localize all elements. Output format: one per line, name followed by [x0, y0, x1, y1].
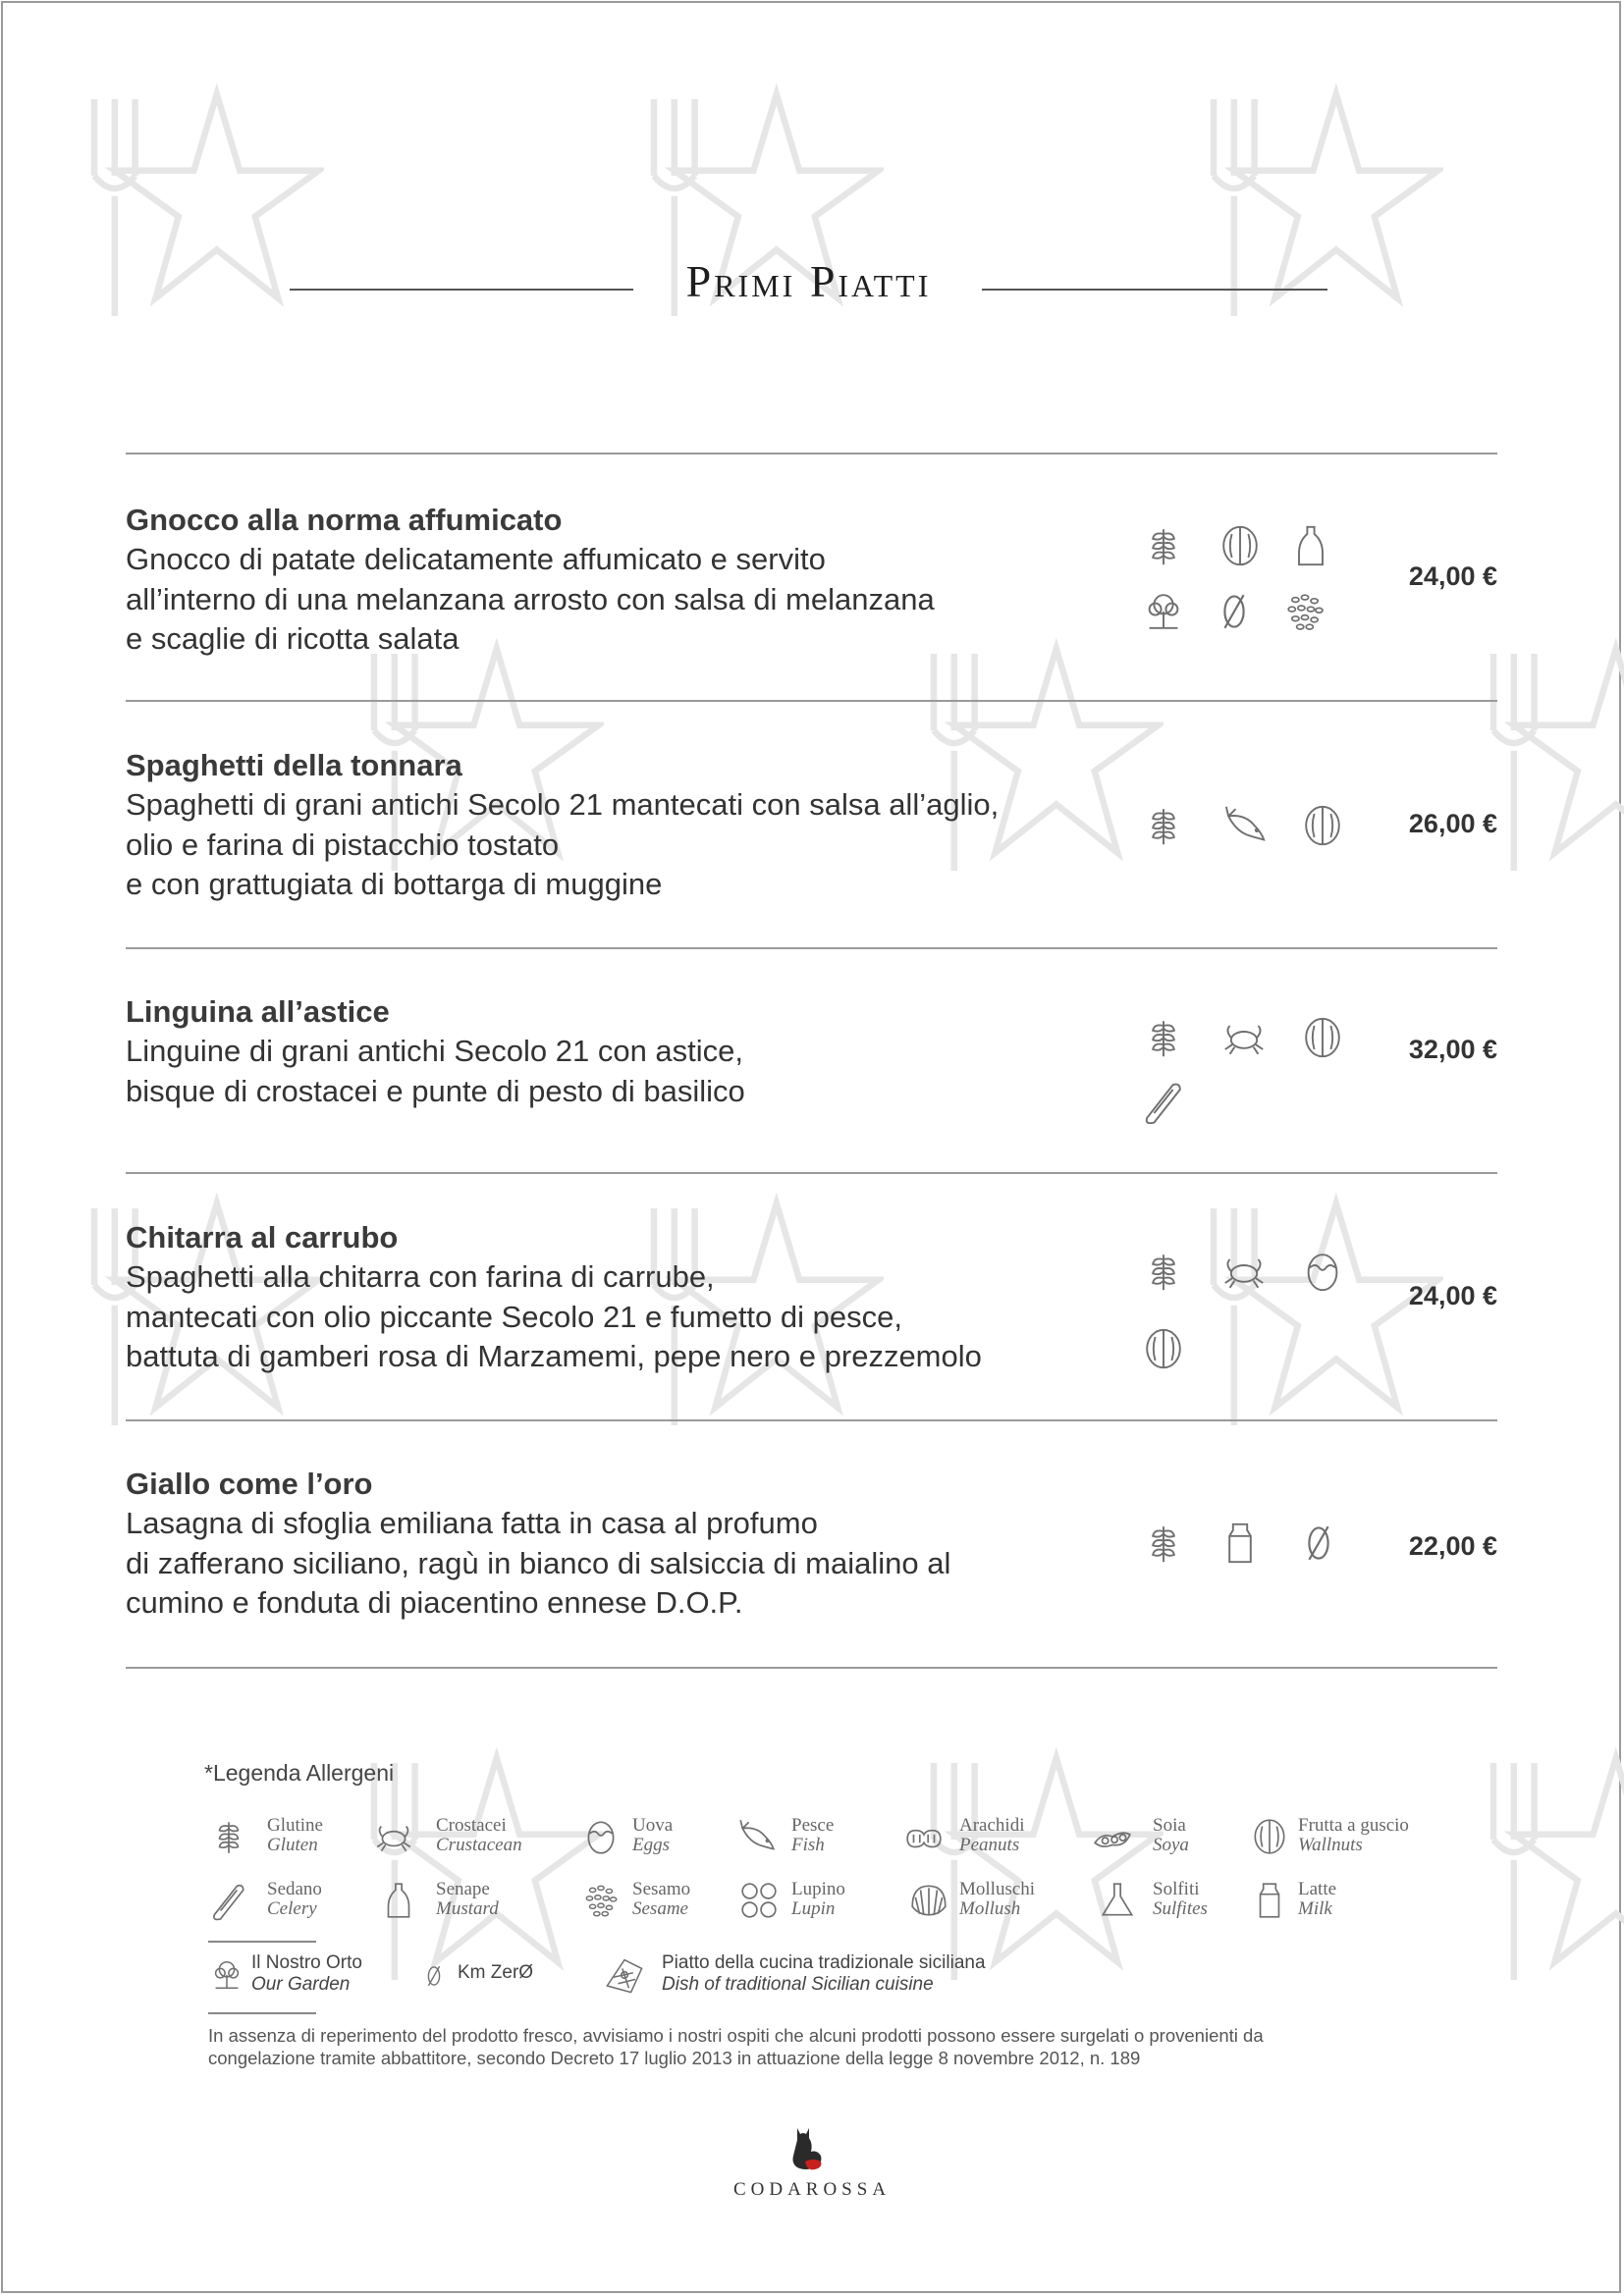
sesame-icon — [1281, 588, 1328, 635]
nuts-icon — [1299, 802, 1346, 849]
legend-label-it: Piatto della cucina tradizionale siciliana — [662, 1952, 986, 1973]
page-title-block — [290, 255, 1327, 324]
nuts-icon — [1299, 1014, 1346, 1061]
legend-label-en: Celery — [267, 1898, 317, 1919]
dish-description-line: Spaghetti alla chitarra con farina di carrube, — [126, 1259, 715, 1294]
brand-name: CODAROSSA — [732, 2179, 892, 2200]
divider — [126, 700, 1497, 702]
dish-price: 32,00 € — [1408, 1035, 1497, 1064]
legend-label-en: Gluten — [267, 1835, 318, 1855]
legend-label-it: Km ZerØ — [458, 1962, 534, 1983]
legend-label-en: Wallnuts — [1298, 1835, 1363, 1855]
legend-label-en: Mollush — [959, 1898, 1021, 1919]
dish-description-line: Spaghetti di grani antichi Secolo 21 mantecati con salsa all’aglio, — [126, 787, 1000, 822]
legend-label-en: Peanuts — [959, 1835, 1020, 1855]
dish-description-line: mantecati con olio piccante Secolo 21 e fumetto di pesce, — [126, 1299, 902, 1334]
legend-label — [1153, 1816, 1189, 1855]
legend-label — [959, 1816, 1024, 1855]
km-zero-icon — [1211, 588, 1258, 635]
nuts-icon — [1140, 1325, 1187, 1372]
legend-label — [1153, 1880, 1208, 1919]
legend-label-en: Fish — [791, 1835, 825, 1855]
legend-label — [791, 1880, 845, 1919]
legend-label-en: Mustard — [436, 1898, 499, 1919]
legend-label-it: Crostacei — [436, 1815, 507, 1836]
celery-icon — [208, 1880, 249, 1921]
legend-label-it: Il Nostro Orto — [251, 1952, 362, 1973]
menu-item — [126, 1220, 1497, 1377]
legend-divider — [208, 2012, 316, 2014]
legend-label — [662, 1952, 986, 1996]
legend-label-it: Sedano — [267, 1879, 322, 1899]
legend-label-it: Senape — [436, 1879, 490, 1899]
our-garden-icon — [1140, 588, 1187, 635]
legend-label — [632, 1880, 690, 1919]
dish-description-line: battuta di gamberi rosa di Marzamemi, pepe nero e prezzemolo — [126, 1339, 982, 1373]
menu-item — [126, 503, 1497, 660]
legend-label-en: Soya — [1153, 1835, 1189, 1855]
page-title: Primi Piatti — [685, 256, 932, 306]
dish-description — [126, 785, 999, 905]
milk-icon — [1249, 1880, 1290, 1921]
legend-label — [267, 1880, 322, 1919]
dish-description-line: e con grattugiata di bottarga di muggine — [126, 867, 663, 901]
legend-label-it: Lupino — [791, 1879, 845, 1899]
dish-description-line: bisque di crostacei e punte di pesto di basilico — [126, 1073, 745, 1108]
mustard-icon — [1287, 522, 1334, 569]
legend-label-it: Sesamo — [632, 1879, 691, 1899]
legend-title: *Legenda Allergeni — [204, 1760, 395, 1786]
dish-description-line: cumino e fonduta di piacentino ennese D.O.P. — [126, 1585, 743, 1620]
dish-name: Linguina all’astice — [126, 994, 390, 1029]
legend-label — [1298, 1816, 1409, 1855]
notice-line: congelazione tramite abbattitore, secondo Decreto 17 luglio 2013 in attuazione della legge 8 novembre 2012, n. 189 — [208, 2048, 1141, 2068]
dish-description — [126, 540, 935, 660]
legend-label-it: Pesce — [791, 1815, 835, 1836]
dish-description-line: olio e farina di pistacchio tostato — [126, 827, 560, 862]
legend-label-it: Frutta a guscio — [1298, 1815, 1409, 1836]
dish-name: Spaghetti della tonnara — [126, 748, 462, 782]
legend-label — [632, 1816, 673, 1855]
dish-description-line: Gnocco di patate delicatamente affumicato e servito — [126, 542, 826, 576]
dish-description — [126, 1257, 982, 1377]
legend-label-en: Dish of traditional Sicilian cuisine — [662, 1974, 934, 1995]
lupin-icon — [738, 1880, 780, 1921]
legend-label-en: Sesame — [632, 1898, 688, 1919]
menu-item — [126, 748, 1497, 905]
eggs-icon — [1299, 1248, 1346, 1295]
dish-name: Giallo come l’oro — [126, 1467, 373, 1501]
legend-label — [458, 1962, 533, 1984]
eggs-icon — [580, 1816, 622, 1857]
crustacean-icon — [373, 1816, 414, 1857]
legend-label — [251, 1952, 362, 1996]
crustacean-icon — [1220, 1014, 1268, 1061]
legend-label-en: Sulfites — [1153, 1898, 1208, 1919]
gluten-icon — [208, 1816, 249, 1857]
title-rule-right — [982, 289, 1327, 291]
divider — [126, 1667, 1497, 1669]
legend-label-en: Milk — [1298, 1898, 1332, 1919]
legend-label — [791, 1816, 834, 1855]
nuts-icon — [1249, 1816, 1290, 1857]
mustard-icon — [378, 1880, 419, 1921]
divider — [126, 453, 1497, 454]
crustacean-icon — [1220, 1248, 1268, 1295]
dish-description-line: di zafferano siciliano, ragù in bianco di salsiccia di maialino al — [126, 1545, 951, 1580]
dish-price: 22,00 € — [1408, 1531, 1497, 1561]
legend-label-it: Latte — [1298, 1879, 1337, 1899]
dish-description — [126, 1504, 950, 1624]
dish-price: 24,00 € — [1408, 1281, 1497, 1310]
milk-icon — [1217, 1520, 1264, 1567]
divider — [126, 1172, 1497, 1174]
dish-description — [126, 1032, 745, 1111]
dish-description-line: Lasagna di sfoglia emiliana fatta in casa al profumo — [126, 1506, 818, 1540]
menu-item — [126, 994, 1497, 1132]
legend-label — [959, 1880, 1035, 1919]
gluten-icon — [1140, 522, 1187, 569]
page-border — [1, 1, 1621, 2293]
legend-label-it: Glutine — [267, 1815, 323, 1836]
dish-description-line: e scaglie di ricotta salata — [126, 621, 460, 656]
legend-label-it: Uova — [632, 1815, 674, 1836]
divider — [126, 947, 1497, 949]
dish-price: 24,00 € — [1408, 561, 1497, 591]
legend-label-it: Molluschi — [959, 1879, 1036, 1899]
frozen-products-notice — [208, 2024, 1264, 2069]
sulfites-icon — [1097, 1880, 1138, 1921]
nuts-icon — [1217, 522, 1264, 569]
dish-description-line: Linguine di grani antichi Secolo 21 con astice, — [126, 1034, 744, 1068]
legend-label — [436, 1816, 522, 1855]
gluten-icon — [1140, 1014, 1187, 1061]
sicilian-dish-icon — [603, 1953, 646, 1997]
legend-label-it: Solfiti — [1153, 1879, 1200, 1899]
gluten-icon — [1140, 1520, 1187, 1567]
legend-label-it: Soia — [1153, 1815, 1186, 1836]
our-garden-icon — [208, 1956, 245, 1994]
dish-name: Chitarra al carrubo — [126, 1220, 399, 1255]
km-zero-icon — [1295, 1520, 1342, 1567]
peanuts-icon — [903, 1816, 945, 1857]
legend-divider — [208, 1941, 316, 1943]
legend-label — [436, 1880, 499, 1919]
legend-label-en: Crustacean — [436, 1835, 522, 1855]
legend-label-en: Eggs — [632, 1835, 670, 1855]
legend-label-en: Our Garden — [251, 1974, 351, 1995]
legend-label-en: Lupin — [791, 1898, 836, 1919]
fish-icon — [1221, 802, 1269, 849]
sesame-icon — [580, 1880, 622, 1921]
menu-item — [126, 1467, 1497, 1624]
fish-icon — [736, 1816, 778, 1857]
dish-description-line: all’interno di una melanzana arrosto con salsa di melanzana — [126, 581, 935, 616]
km-zero-icon — [420, 1959, 448, 1993]
legend-label — [267, 1816, 323, 1855]
mollusc-icon — [908, 1880, 949, 1921]
dish-name: Gnocco alla norma affumicato — [126, 503, 563, 537]
notice-line: In assenza di reperimento del prodotto fresco, avvisiamo i nostri ospiti che alcuni prodotti possono essere surgelati o provenienti da — [208, 2025, 1264, 2046]
legend-label — [1298, 1880, 1336, 1919]
gluten-icon — [1140, 1248, 1187, 1295]
fox-logo-icon — [784, 2122, 827, 2171]
celery-icon — [1140, 1078, 1187, 1125]
gluten-icon — [1140, 802, 1187, 849]
dish-price: 26,00 € — [1408, 809, 1497, 838]
legend-label-it: Arachidi — [959, 1815, 1025, 1836]
divider — [126, 1419, 1497, 1421]
soya-icon — [1092, 1816, 1133, 1857]
